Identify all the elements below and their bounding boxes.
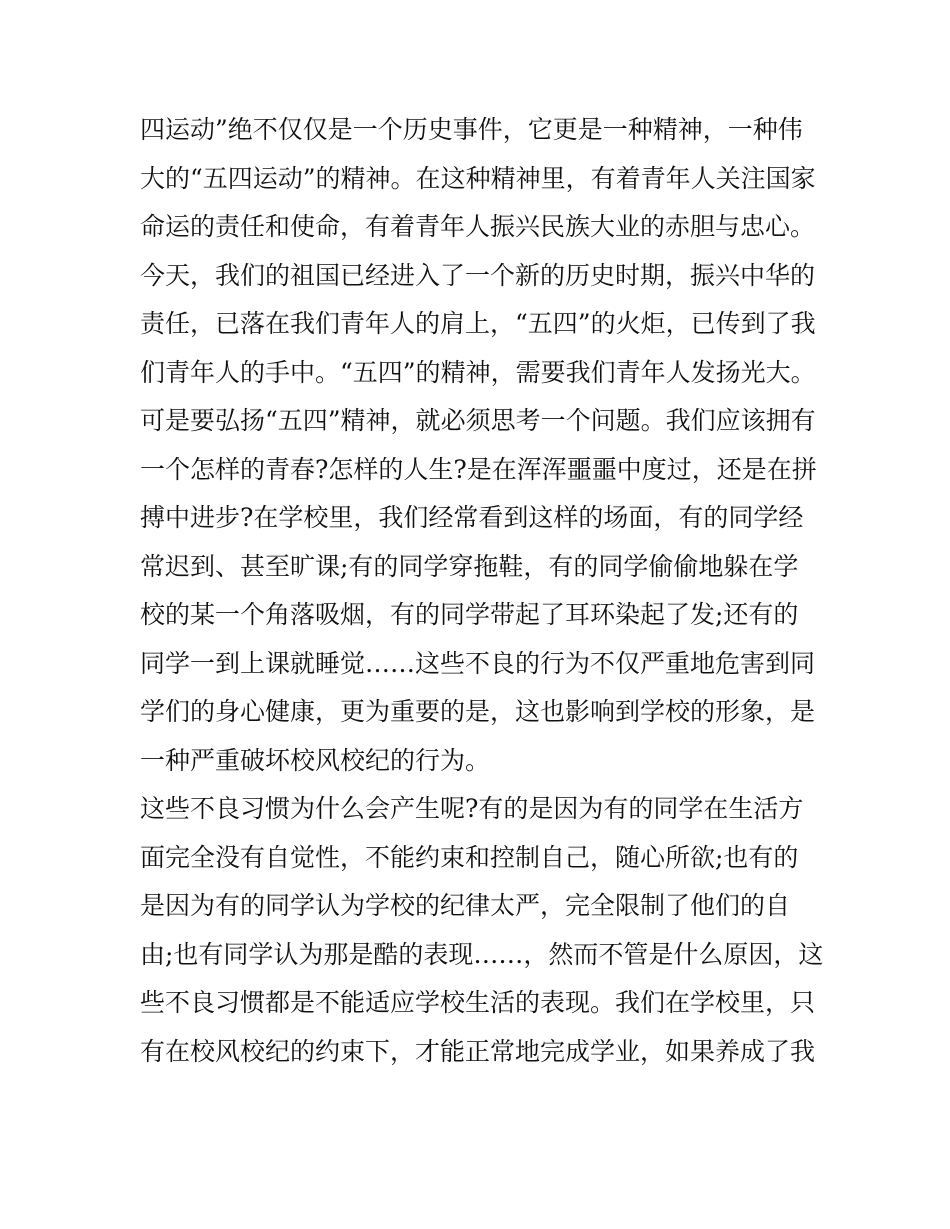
text-line: 是因为有的同学认为学校的纪律太严，完全限制了他们的自 (140, 891, 791, 920)
text-line: 命运的责任和使命，有着青年人振兴民族大业的赤胆与忠心。 (140, 212, 816, 241)
text-line: 大的“五四运动”的精神。在这种精神里，有着青年人关注国家 (140, 163, 816, 193)
text-line: 责任，已落在我们青年人的肩上，“五四”的火炬，已传到了我 (140, 309, 816, 338)
text-line: 一个怎样的青春?怎样的人生?是在浑浑噩噩中度过，还是在拼 (140, 454, 817, 484)
text-line: 常迟到、甚至旷课;有的同学穿拖鞋，有的同学偷偷地躲在学 (140, 551, 799, 581)
text-line: 由;也有同学认为那是酷的表现……，然而不管是什么原因，这 (140, 939, 824, 969)
text-line: 校的某一个角落吸烟，有的同学带起了耳环染起了发;还有的 (140, 600, 799, 629)
text-line: 可是要弘扬“五四”精神，就必须思考一个问题。我们应该拥有 (140, 406, 816, 435)
text-line: 这些不良习惯为什么会产生呢?有的是因为有的同学在生活方 (140, 794, 804, 823)
text-line: 四运动”绝不仅仅是一个历史事件，它更是一种精神，一种伟 (140, 115, 803, 144)
text-line: 一种严重破坏校风校纪的行为。 (140, 745, 491, 775)
text-line: 些不良习惯都是不能适应学校生活的表现。我们在学校里，只 (140, 988, 816, 1017)
body-text (140, 106, 824, 1076)
text-line: 们青年人的手中。“五四”的精神，需要我们青年人发扬光大。 (140, 357, 816, 387)
text-line: 今天，我们的祖国已经进入了一个新的历史时期，振兴中华的 (140, 260, 816, 290)
text-line: 同学一到上课就睡觉……这些不良的行为不仅严重地危害到同 (140, 648, 816, 678)
text-line: 有在校风校纪的约束下，才能正常地完成学业，如果养成了我 (140, 1036, 816, 1066)
text-line: 面完全没有自觉性，不能约束和控制自己，随心所欲;也有的 (140, 842, 799, 872)
text-line: 搏中进步?在学校里，我们经常看到这样的场面，有的同学经 (140, 503, 804, 532)
text-line: 学们的身心健康，更为重要的是，这也影响到学校的形象，是 (140, 697, 816, 726)
